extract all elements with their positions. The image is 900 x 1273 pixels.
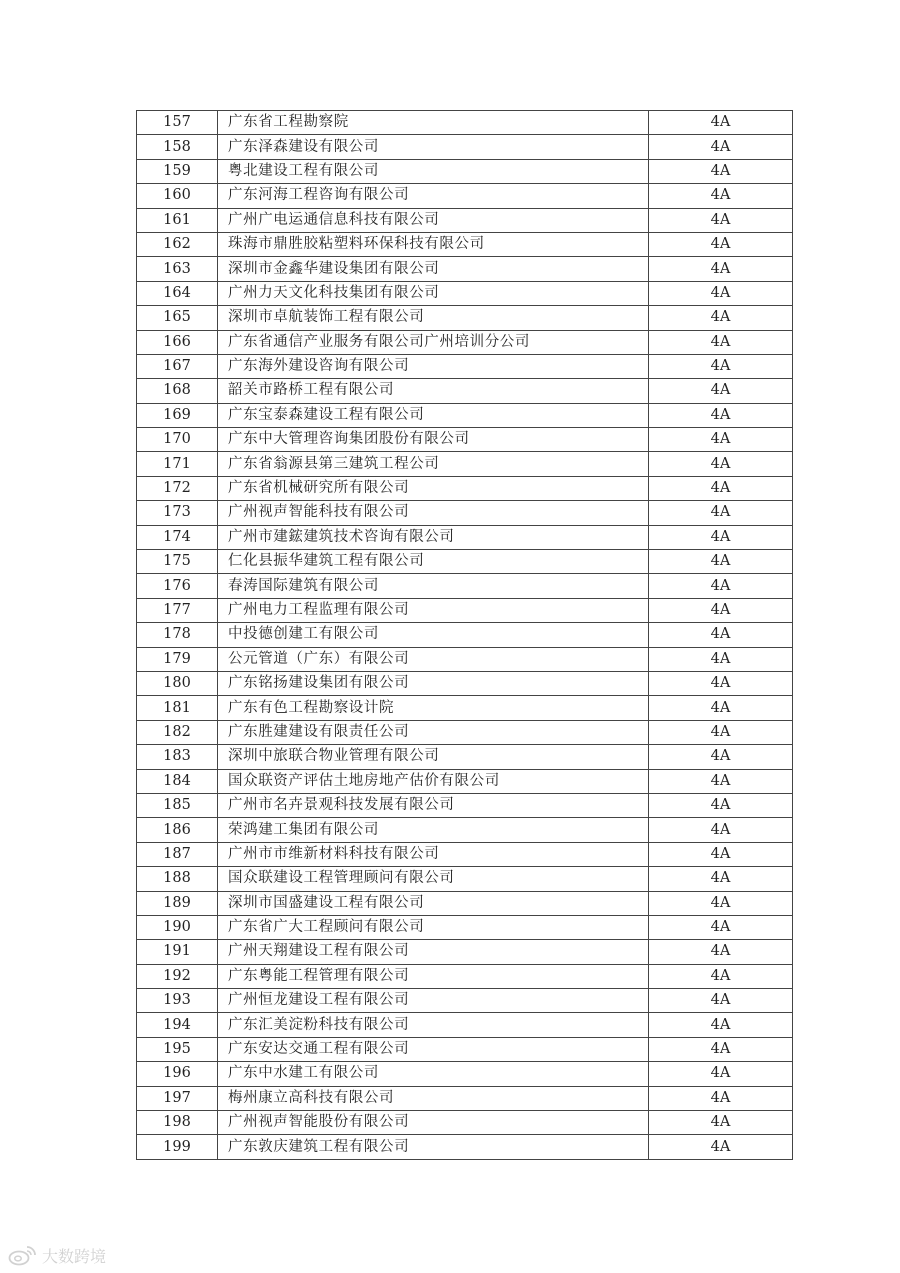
- company-name-cell: 广州市市维新材料科技有限公司: [218, 842, 649, 866]
- grade-cell: 4A: [649, 818, 793, 842]
- row-number-cell: 199: [137, 1135, 218, 1159]
- grade-cell: 4A: [649, 720, 793, 744]
- company-name-cell: 广东汇美淀粉科技有限公司: [218, 1013, 649, 1037]
- company-name-cell: 广州市名卉景观科技发展有限公司: [218, 793, 649, 817]
- grade-cell: 4A: [649, 1062, 793, 1086]
- company-name-cell: 广东有色工程勘察设计院: [218, 696, 649, 720]
- company-name-cell: 粤北建设工程有限公司: [218, 159, 649, 183]
- grade-cell: 4A: [649, 135, 793, 159]
- table-row: [137, 281, 793, 305]
- company-name-cell: 深圳市卓航装饰工程有限公司: [218, 306, 649, 330]
- table-row: [137, 915, 793, 939]
- table-row: [137, 623, 793, 647]
- row-number-cell: 192: [137, 964, 218, 988]
- row-number-cell: 166: [137, 330, 218, 354]
- company-name-cell: 国众联资产评估土地房地产估价有限公司: [218, 769, 649, 793]
- table-row: [137, 452, 793, 476]
- table-row: [137, 1013, 793, 1037]
- row-number-cell: 165: [137, 306, 218, 330]
- company-name-cell: 广州恒龙建设工程有限公司: [218, 989, 649, 1013]
- company-name-cell: 珠海市鼎胜胶粘塑料环保科技有限公司: [218, 232, 649, 256]
- table-row: [137, 330, 793, 354]
- table-row: [137, 1111, 793, 1135]
- company-name-cell: 广东省广大工程顾问有限公司: [218, 915, 649, 939]
- grade-cell: 4A: [649, 1086, 793, 1110]
- grade-cell: 4A: [649, 501, 793, 525]
- grade-cell: 4A: [649, 379, 793, 403]
- row-number-cell: 197: [137, 1086, 218, 1110]
- table-row: [137, 647, 793, 671]
- grade-cell: 4A: [649, 867, 793, 891]
- row-number-cell: 163: [137, 257, 218, 281]
- row-number-cell: 195: [137, 1037, 218, 1061]
- table-row: [137, 403, 793, 427]
- company-name-cell: 国众联建设工程管理顾问有限公司: [218, 867, 649, 891]
- company-name-cell: 梅州康立高科技有限公司: [218, 1086, 649, 1110]
- table-row: [137, 769, 793, 793]
- company-name-cell: 广州力天文化科技集团有限公司: [218, 281, 649, 305]
- company-name-cell: 韶关市路桥工程有限公司: [218, 379, 649, 403]
- row-number-cell: 198: [137, 1111, 218, 1135]
- row-number-cell: 182: [137, 720, 218, 744]
- table-row: [137, 476, 793, 500]
- grade-cell: 4A: [649, 330, 793, 354]
- watermark-text: 大数跨境: [42, 1246, 107, 1266]
- table-row: [137, 1135, 793, 1159]
- table-row: [137, 428, 793, 452]
- company-name-cell: 深圳中旅联合物业管理有限公司: [218, 745, 649, 769]
- company-name-cell: 深圳市国盛建设工程有限公司: [218, 891, 649, 915]
- grade-cell: 4A: [649, 696, 793, 720]
- company-name-cell: 广州天翔建设工程有限公司: [218, 940, 649, 964]
- company-name-cell: 广东海外建设咨询有限公司: [218, 354, 649, 378]
- table-row: [137, 550, 793, 574]
- table-row: [137, 354, 793, 378]
- table-row: [137, 671, 793, 695]
- table-row: [137, 306, 793, 330]
- grade-cell: 4A: [649, 476, 793, 500]
- company-name-cell: 广东安达交通工程有限公司: [218, 1037, 649, 1061]
- table-row: [137, 257, 793, 281]
- row-number-cell: 193: [137, 989, 218, 1013]
- table-row: [137, 1062, 793, 1086]
- company-name-cell: 广东敦庆建筑工程有限公司: [218, 1135, 649, 1159]
- grade-cell: 4A: [649, 354, 793, 378]
- company-name-cell: 公元管道（广东）有限公司: [218, 647, 649, 671]
- company-name-cell: 广东省通信产业服务有限公司广州培训分公司: [218, 330, 649, 354]
- grade-cell: 4A: [649, 1013, 793, 1037]
- grade-cell: 4A: [649, 574, 793, 598]
- company-name-cell: 深圳市金鑫华建设集团有限公司: [218, 257, 649, 281]
- company-name-cell: 广东省工程勘察院: [218, 111, 649, 135]
- company-name-cell: 广东中大管理咨询集团股份有限公司: [218, 428, 649, 452]
- row-number-cell: 189: [137, 891, 218, 915]
- grade-cell: 4A: [649, 208, 793, 232]
- grade-cell: 4A: [649, 745, 793, 769]
- grade-cell: 4A: [649, 1111, 793, 1135]
- grade-cell: 4A: [649, 891, 793, 915]
- grade-cell: 4A: [649, 793, 793, 817]
- grade-cell: 4A: [649, 598, 793, 622]
- row-number-cell: 178: [137, 623, 218, 647]
- row-number-cell: 168: [137, 379, 218, 403]
- table-row: [137, 184, 793, 208]
- row-number-cell: 162: [137, 232, 218, 256]
- grade-cell: 4A: [649, 159, 793, 183]
- table-row: [137, 379, 793, 403]
- grade-cell: 4A: [649, 452, 793, 476]
- table-row: [137, 111, 793, 135]
- company-name-cell: 广州市建鋐建筑技术咨询有限公司: [218, 525, 649, 549]
- grade-cell: 4A: [649, 915, 793, 939]
- company-name-cell: 仁化县振华建筑工程有限公司: [218, 550, 649, 574]
- company-name-cell: 广东河海工程咨询有限公司: [218, 184, 649, 208]
- row-number-cell: 158: [137, 135, 218, 159]
- grade-cell: 4A: [649, 989, 793, 1013]
- row-number-cell: 161: [137, 208, 218, 232]
- table-body: [137, 111, 793, 1160]
- row-number-cell: 173: [137, 501, 218, 525]
- company-name-cell: 广东泽森建设有限公司: [218, 135, 649, 159]
- company-name-cell: 春涛国际建筑有限公司: [218, 574, 649, 598]
- row-number-cell: 159: [137, 159, 218, 183]
- row-number-cell: 177: [137, 598, 218, 622]
- grade-cell: 4A: [649, 184, 793, 208]
- company-name-cell: 广州电力工程监理有限公司: [218, 598, 649, 622]
- company-name-cell: 广东铭扬建设集团有限公司: [218, 671, 649, 695]
- row-number-cell: 196: [137, 1062, 218, 1086]
- grade-cell: 4A: [649, 842, 793, 866]
- row-number-cell: 175: [137, 550, 218, 574]
- grade-cell: 4A: [649, 964, 793, 988]
- row-number-cell: 185: [137, 793, 218, 817]
- row-number-cell: 167: [137, 354, 218, 378]
- table-row: [137, 964, 793, 988]
- row-number-cell: 186: [137, 818, 218, 842]
- grade-cell: 4A: [649, 1135, 793, 1159]
- row-number-cell: 180: [137, 671, 218, 695]
- grade-cell: 4A: [649, 623, 793, 647]
- row-number-cell: 171: [137, 452, 218, 476]
- row-number-cell: 181: [137, 696, 218, 720]
- company-name-cell: 广东省机械研究所有限公司: [218, 476, 649, 500]
- grade-cell: 4A: [649, 550, 793, 574]
- table-row: [137, 208, 793, 232]
- row-number-cell: 188: [137, 867, 218, 891]
- table-row: [137, 1037, 793, 1061]
- row-number-cell: 183: [137, 745, 218, 769]
- company-name-cell: 荣鸿建工集团有限公司: [218, 818, 649, 842]
- table-row: [137, 598, 793, 622]
- row-number-cell: 176: [137, 574, 218, 598]
- grade-cell: 4A: [649, 940, 793, 964]
- grade-cell: 4A: [649, 257, 793, 281]
- company-name-cell: 广东省翁源县第三建筑工程公司: [218, 452, 649, 476]
- grade-cell: 4A: [649, 769, 793, 793]
- company-name-cell: 中投德创建工有限公司: [218, 623, 649, 647]
- grade-cell: 4A: [649, 281, 793, 305]
- grade-cell: 4A: [649, 428, 793, 452]
- row-number-cell: 157: [137, 111, 218, 135]
- row-number-cell: 174: [137, 525, 218, 549]
- table-row: [137, 501, 793, 525]
- row-number-cell: 194: [137, 1013, 218, 1037]
- company-name-cell: 广东胜建建设有限责任公司: [218, 720, 649, 744]
- table-row: [137, 135, 793, 159]
- grade-cell: 4A: [649, 1037, 793, 1061]
- row-number-cell: 170: [137, 428, 218, 452]
- table-row: [137, 940, 793, 964]
- row-number-cell: 179: [137, 647, 218, 671]
- table-row: [137, 745, 793, 769]
- table-row: [137, 696, 793, 720]
- row-number-cell: 172: [137, 476, 218, 500]
- company-name-cell: 广州广电运通信息科技有限公司: [218, 208, 649, 232]
- row-number-cell: 184: [137, 769, 218, 793]
- company-name-cell: 广东宝泰森建设工程有限公司: [218, 403, 649, 427]
- row-number-cell: 190: [137, 915, 218, 939]
- credit-grade-table: [136, 110, 793, 1160]
- table-row: [137, 1086, 793, 1110]
- grade-cell: 4A: [649, 671, 793, 695]
- table-row: [137, 989, 793, 1013]
- grade-cell: 4A: [649, 525, 793, 549]
- row-number-cell: 191: [137, 940, 218, 964]
- company-name-cell: 广州视声智能科技有限公司: [218, 501, 649, 525]
- table-row: [137, 842, 793, 866]
- grade-cell: 4A: [649, 403, 793, 427]
- company-name-cell: 广东中水建工有限公司: [218, 1062, 649, 1086]
- row-number-cell: 169: [137, 403, 218, 427]
- table-row: [137, 720, 793, 744]
- table-row: [137, 818, 793, 842]
- grade-cell: 4A: [649, 111, 793, 135]
- watermark: [8, 1243, 106, 1267]
- grade-cell: 4A: [649, 647, 793, 671]
- grade-cell: 4A: [649, 306, 793, 330]
- company-name-cell: 广东粤能工程管理有限公司: [218, 964, 649, 988]
- row-number-cell: 164: [137, 281, 218, 305]
- table-row: [137, 867, 793, 891]
- table-row: [137, 891, 793, 915]
- table-row: [137, 793, 793, 817]
- table-row: [137, 525, 793, 549]
- table-row: [137, 232, 793, 256]
- row-number-cell: 187: [137, 842, 218, 866]
- weibo-logo-icon: [8, 1244, 38, 1266]
- table-row: [137, 159, 793, 183]
- row-number-cell: 160: [137, 184, 218, 208]
- company-name-cell: 广州视声智能股份有限公司: [218, 1111, 649, 1135]
- grade-cell: 4A: [649, 232, 793, 256]
- table-row: [137, 574, 793, 598]
